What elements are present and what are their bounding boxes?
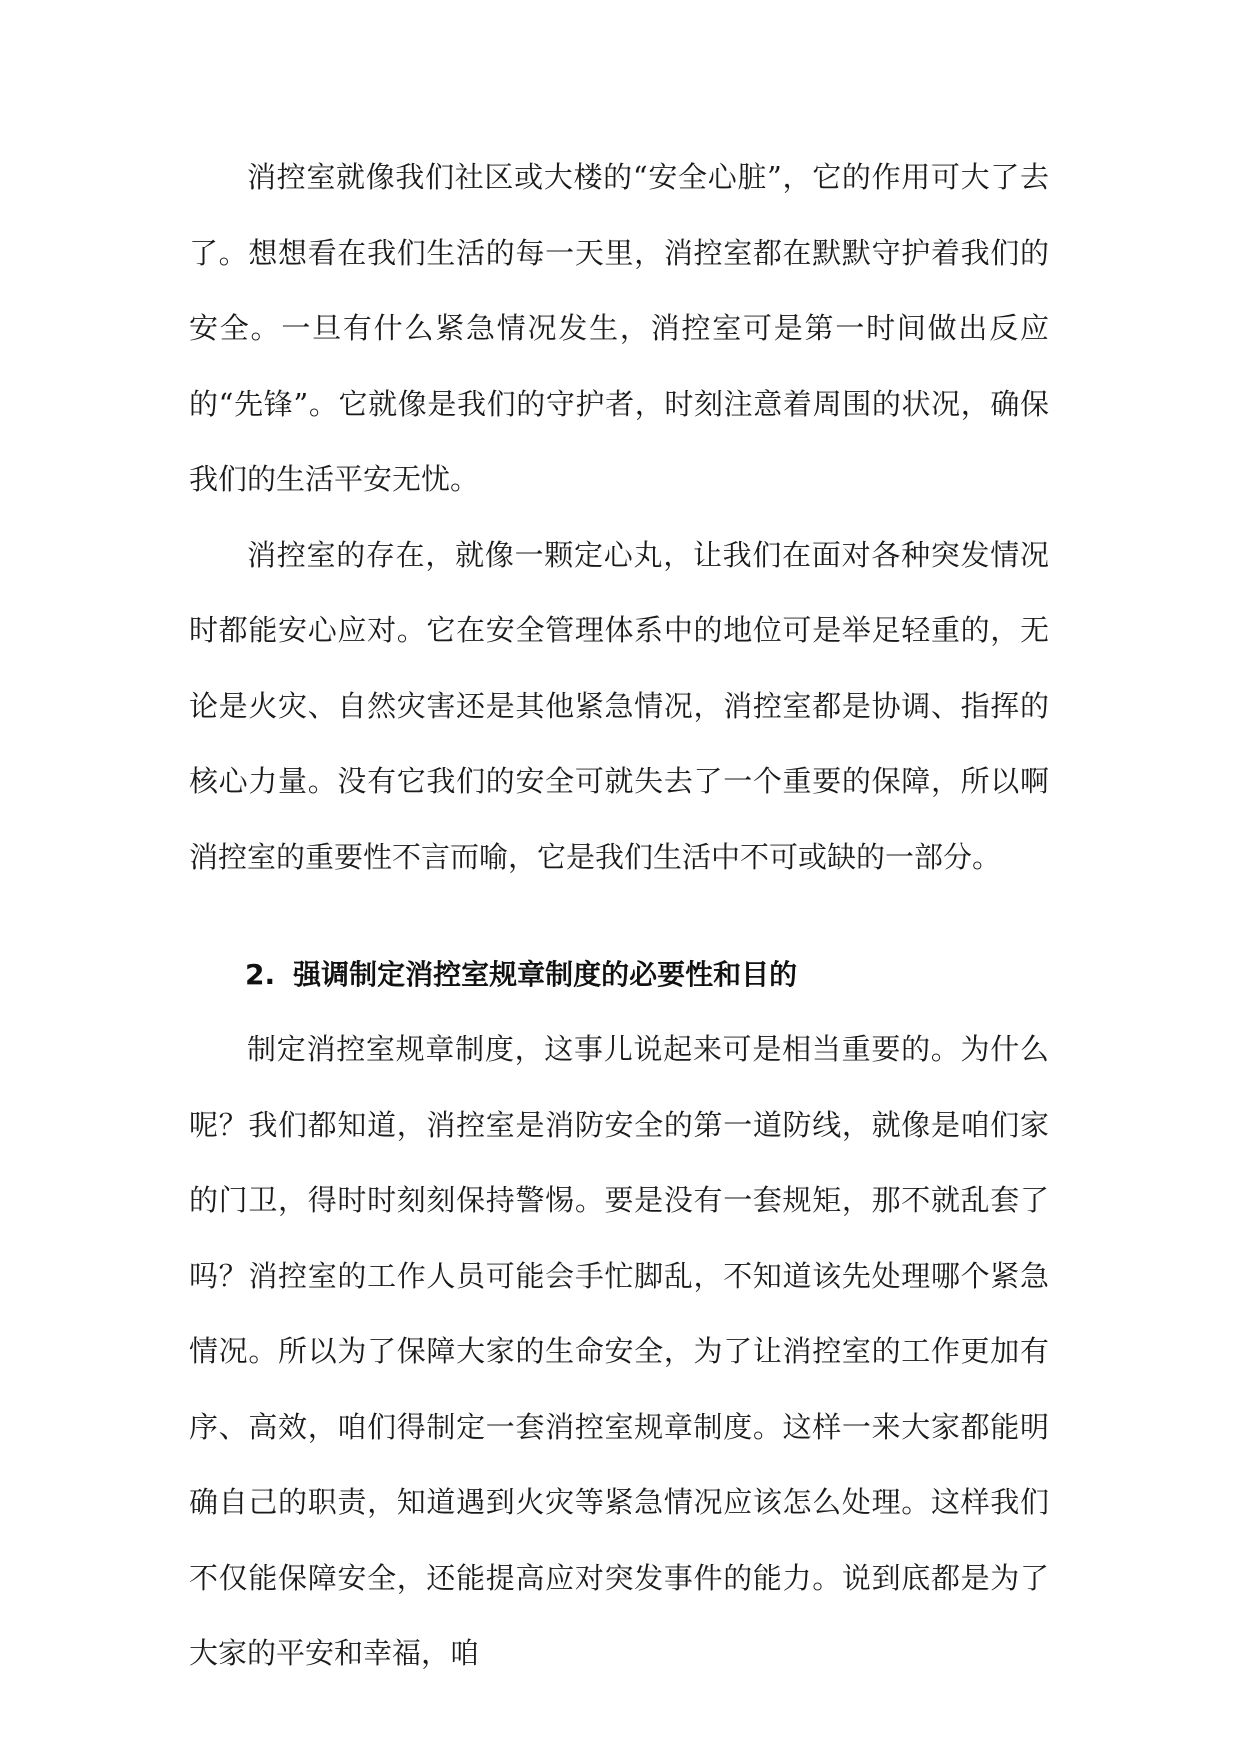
section-heading: [189, 937, 1049, 1012]
paragraph-rules-necessity: 制定消控室规章制度，这事儿说起来可是相当重要的。为什么呢？我们都知道，消控室是消防安全的第一道防线，就像是咱们家的门卫，得时时刻刻保持警惕。要是没有一套规矩，那不就乱套了吗？消控室的工作人员可能会手忙脚乱，不知道该先处理哪个紧急情况。所以为了保障大家的生命安全，为了让消控室的工作更加有序、高效，咱们得制定一套消控室规章制度。这样一来大家都能明确自己的职责，知道遇到火灾等紧急情况应该怎么处理。这样我们不仅能保障安全，还能提高应对突发事件的能力。说到底都是为了大家的平安和幸福，咱: [189, 1032, 1049, 1670]
section-heading-title: 强调制定消控室规章制度的必要性和目的: [293, 958, 798, 991]
paragraph-safety-heart: 消控室就像我们社区或大楼的“安全心脏”，它的作用可大了去了。想想看在我们生活的每一天里，消控室都在默默守护着我们的安全。一旦有什么紧急情况发生，消控室可是第一时间做出反应的“先锋”。它就像是我们的守护者，时刻注意着周围的状况，确保我们的生活平安无忧。: [189, 160, 1049, 496]
document-body: [189, 140, 1049, 1692]
section-heading-number: 2.: [245, 958, 276, 991]
paragraph-reassurance: 消控室的存在，就像一颗定心丸，让我们在面对各种突发情况时都能安心应对。它在安全管理体系中的地位可是举足轻重的，无论是火灾、自然灾害还是其他紧急情况，消控室都是协调、指挥的核心力量。没有它我们的安全可就失去了一个重要的保障，所以啊消控室的重要性不言而喻，它是我们生活中不可或缺的一部分。: [189, 537, 1049, 874]
